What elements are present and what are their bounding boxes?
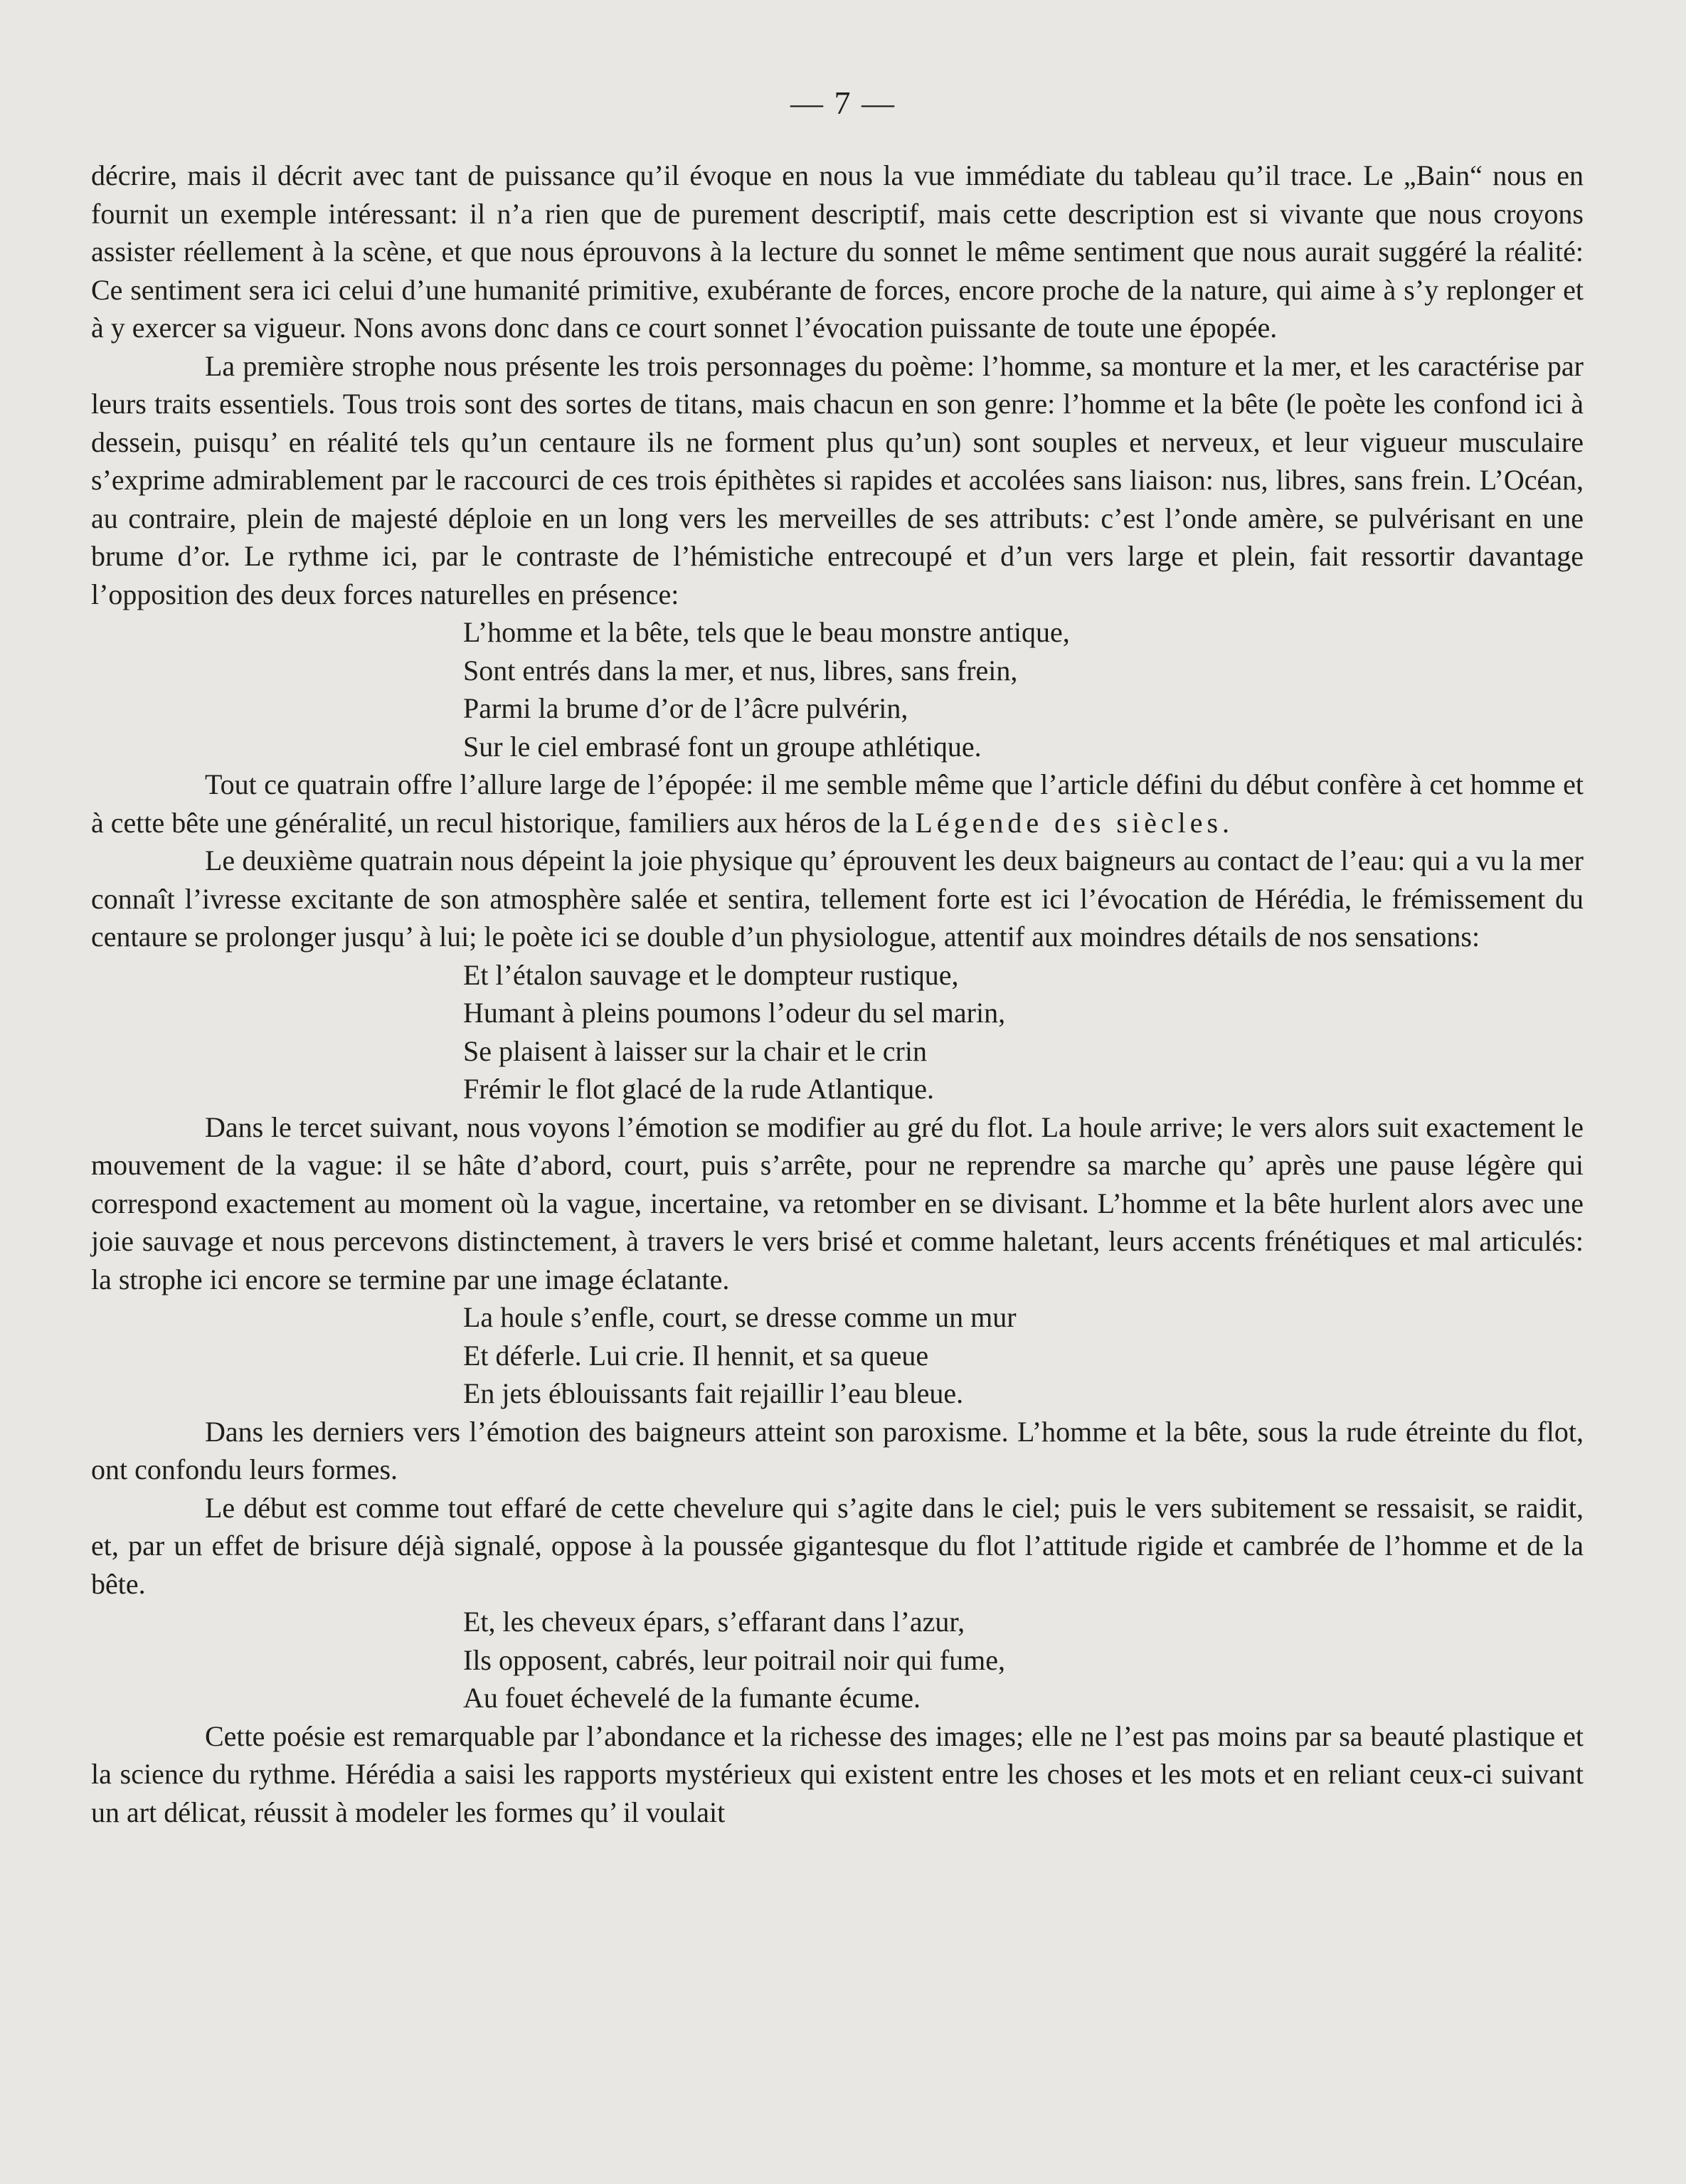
paragraph-3-text: Tout ce quatrain offre l’allure large de l’épopée: il me semble même que l’article défini du début confère à cet homme et à cette bête une généralité, un recul historique, familiers aux héros de la: [91, 768, 1584, 839]
verse-line: Sur le ciel embrasé font un groupe athlétique.: [463, 730, 982, 763]
verse-line: Et déferle. Lui crie. Il hennit, et sa queue: [463, 1339, 929, 1372]
book-title: Légende des siècles.: [915, 806, 1234, 839]
paragraph-1: décrire, mais il décrit avec tant de puissance qu’il évoque en nous la vue immédiate du tableau qu’il trace. Le „Bain“ nous en fournit un exemple intéressant: il n’a rien que de purement descriptif, mais cette description est si vivante que nous croyons assister réellement à la scène, et que nous éprouvons à la lecture du sonnet le même sentiment que nous aurait suggéré la réalité: Ce sentiment sera ici celui d’une humanité primitive, exubérante de forces, encore proche de la nature, qui aime à s’y replonger et à y exercer sa vigueur. Nons avons donc dans ce court sonnet l’évocation puissante de toute une épopée.: [91, 159, 1584, 344]
verse-line: Et, les cheveux épars, s’effarant dans l’azur,: [463, 1606, 965, 1638]
verse-line: Sont entrés dans la mer, et nus, libres, sans frein,: [463, 654, 1018, 687]
paragraph-4: Le deuxième quatrain nous dépeint la joie physique qu’ éprouvent les deux baigneurs au contact de l’eau: qui a vu la mer connaît l’ivresse excitante de son atmosphère salée et sentira, tellement forte est ici l’évocation de Hérédia, le frémissement du centaure se prolonger jusqu’ à lui; le poète ici se double d’un physiologue, attentif aux moindres détails de nos sensations:: [91, 844, 1584, 953]
verse-line: La houle s’enfle, court, se dresse comme un mur: [463, 1301, 1017, 1333]
verse-line: Se plaisent à laisser sur la chair et le crin: [463, 1034, 927, 1067]
page-number: — 7 —: [790, 85, 896, 121]
verse-line: Humant à pleins poumons l’odeur du sel marin,: [463, 997, 1006, 1029]
verse-line: Ils opposent, cabrés, leur poitrail noir qui fume,: [463, 1643, 1006, 1676]
paragraph-5: Dans le tercet suivant, nous voyons l’émotion se modifier au gré du flot. La houle arrive; le vers alors suit exactement le mouvement de la vague: il se hâte d’abord, court, puis s’arrête, pour ne reprendre sa marche qu’ après une pause légère qui correspond exactement au moment où la vague, incertaine, va retomber en se divisant. L’homme et la bête hurlent alors avec une joie sauvage et nous percevons distinctement, à travers le vers brisé et comme haletant, leurs accents frénétiques et mal articulés: la strophe ici encore se termine par une image éclatante.: [91, 1110, 1584, 1295]
verse-quatrain-2: [463, 956, 1584, 1108]
verse-line: Et l’étalon sauvage et le dompteur rustique,: [463, 958, 959, 991]
body-text: [91, 157, 1584, 1831]
verse-tercet-1: [463, 1298, 1584, 1413]
verse-tercet-2: [463, 1603, 1584, 1717]
verse-line: L’homme et la bête, tels que le beau monstre antique,: [463, 616, 1070, 648]
paragraph-6: Dans les derniers vers l’émotion des baigneurs atteint son paroxisme. L’homme et la bête, sous la rude étreinte du flot, ont confondu leurs formes.: [91, 1415, 1584, 1485]
verse-quatrain-1: [463, 613, 1584, 765]
paragraph-2: La première strophe nous présente les trois personnages du poème: l’homme, sa monture et la mer, et les caractérise par leurs traits essentiels. Tous trois sont des sortes de titans, mais chacun en son genre: l’homme et la bête (le poète les confond ici à dessein, puisqu’ en réalité tels qu’un centaure ils ne forment plus qu’un) sont souples et nerveux, et leur vigueur musculaire s’exprime admirablement par le raccourci de ces trois épithètes si rapides et accolées sans liaison: nus, libres, sans frein. L’Océan, au contraire, plein de majesté déploie en un long vers les merveilles de ses attributs: c’est l’onde amère, se pulvérisant en une brume d’or. Le rythme ici, par le contraste de l’hémistiche entrecoupé et d’un vers large et plein, fait ressortir davantage l’opposition des deux forces naturelles en présence:: [91, 349, 1584, 610]
verse-line: Frémir le flot glacé de la rude Atlantique.: [463, 1073, 934, 1105]
paragraph-8: Cette poésie est remarquable par l’abondance et la richesse des images; elle ne l’est pas moins par sa beauté plastique et la science du rythme. Hérédia a saisi les rapports mystérieux qui existent entre les choses et les mots et en reliant ceux-ci suivant un art délicat, réussit à modeler les formes qu’ il voulait: [91, 1719, 1584, 1828]
verse-line: En jets éblouissants fait rejaillir l’eau bleue.: [463, 1377, 964, 1409]
paragraph-3: [91, 765, 1584, 842]
verse-line: Au fouet échevelé de la fumante écume.: [463, 1682, 921, 1714]
paragraph-7: Le début est comme tout effaré de cette chevelure qui s’agite dans le ciel; puis le vers subitement se ressaisit, se raidit, et, par un effet de brisure déjà signalé, oppose à la poussée gigantesque du flot l’attitude rigide et cambrée de l’homme et de la bête.: [91, 1491, 1584, 1600]
verse-line: Parmi la brume d’or de l’âcre pulvérin,: [463, 692, 908, 724]
